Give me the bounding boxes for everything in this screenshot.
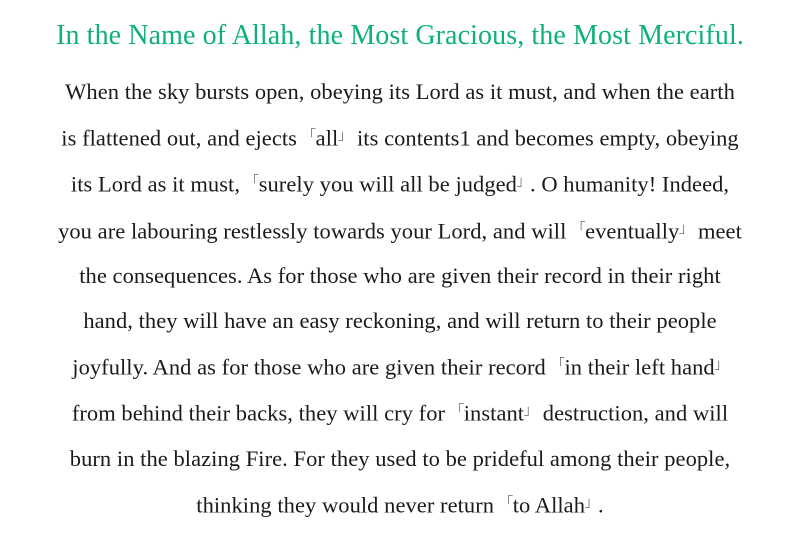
basmala-heading: In the Name of Allah, the Most Gracious, the Most Merciful. bbox=[56, 20, 744, 51]
verse-line: joyfully. And as for those who are given their record 「in their left hand」 bbox=[72, 354, 729, 380]
verse-line: the consequences. As for those who are given their record in their right bbox=[79, 262, 721, 288]
verse-line: you are labouring restlessly towards your Lord, and will 「eventually」 meet bbox=[58, 217, 742, 243]
corner-bracket-close: 」 bbox=[516, 174, 531, 191]
corner-bracket-open: 「 bbox=[571, 220, 586, 237]
corner-bracket-open: 「 bbox=[499, 494, 514, 511]
verse-body bbox=[0, 69, 800, 527]
verse-line: its Lord as it must, 「surely you will all be judged」. O humanity! Indeed, bbox=[70, 171, 730, 197]
corner-bracket-close: 」 bbox=[678, 220, 693, 237]
verse-line: burn in the blazing Fire. For they used to be prideful among their people, bbox=[69, 445, 731, 471]
corner-bracket-open: 「 bbox=[551, 356, 565, 373]
verse-line: is flattened out, and ejects 「all」 its contents1 and becomes empty, obeying bbox=[61, 125, 739, 151]
corner-bracket-open: 「 bbox=[302, 128, 317, 144]
corner-bracket-close: 」 bbox=[523, 403, 538, 420]
verse-line: When the sky bursts open, obeying its Lord as it must, and when the earth bbox=[65, 79, 735, 104]
corner-bracket-close: 」 bbox=[714, 356, 729, 373]
verse-line: hand, they will have an easy reckoning, and will return to their people bbox=[83, 307, 717, 333]
verse-line: thinking they would never return 「to Allah」. bbox=[196, 491, 604, 517]
verse-line: from behind their backs, they will cry for 「instant」 destruction, and will bbox=[71, 400, 729, 426]
corner-bracket-close: 」 bbox=[337, 128, 352, 144]
corner-bracket-open: 「 bbox=[450, 403, 465, 420]
corner-bracket-close: 」 bbox=[584, 494, 599, 511]
corner-bracket-open: 「 bbox=[245, 174, 260, 191]
